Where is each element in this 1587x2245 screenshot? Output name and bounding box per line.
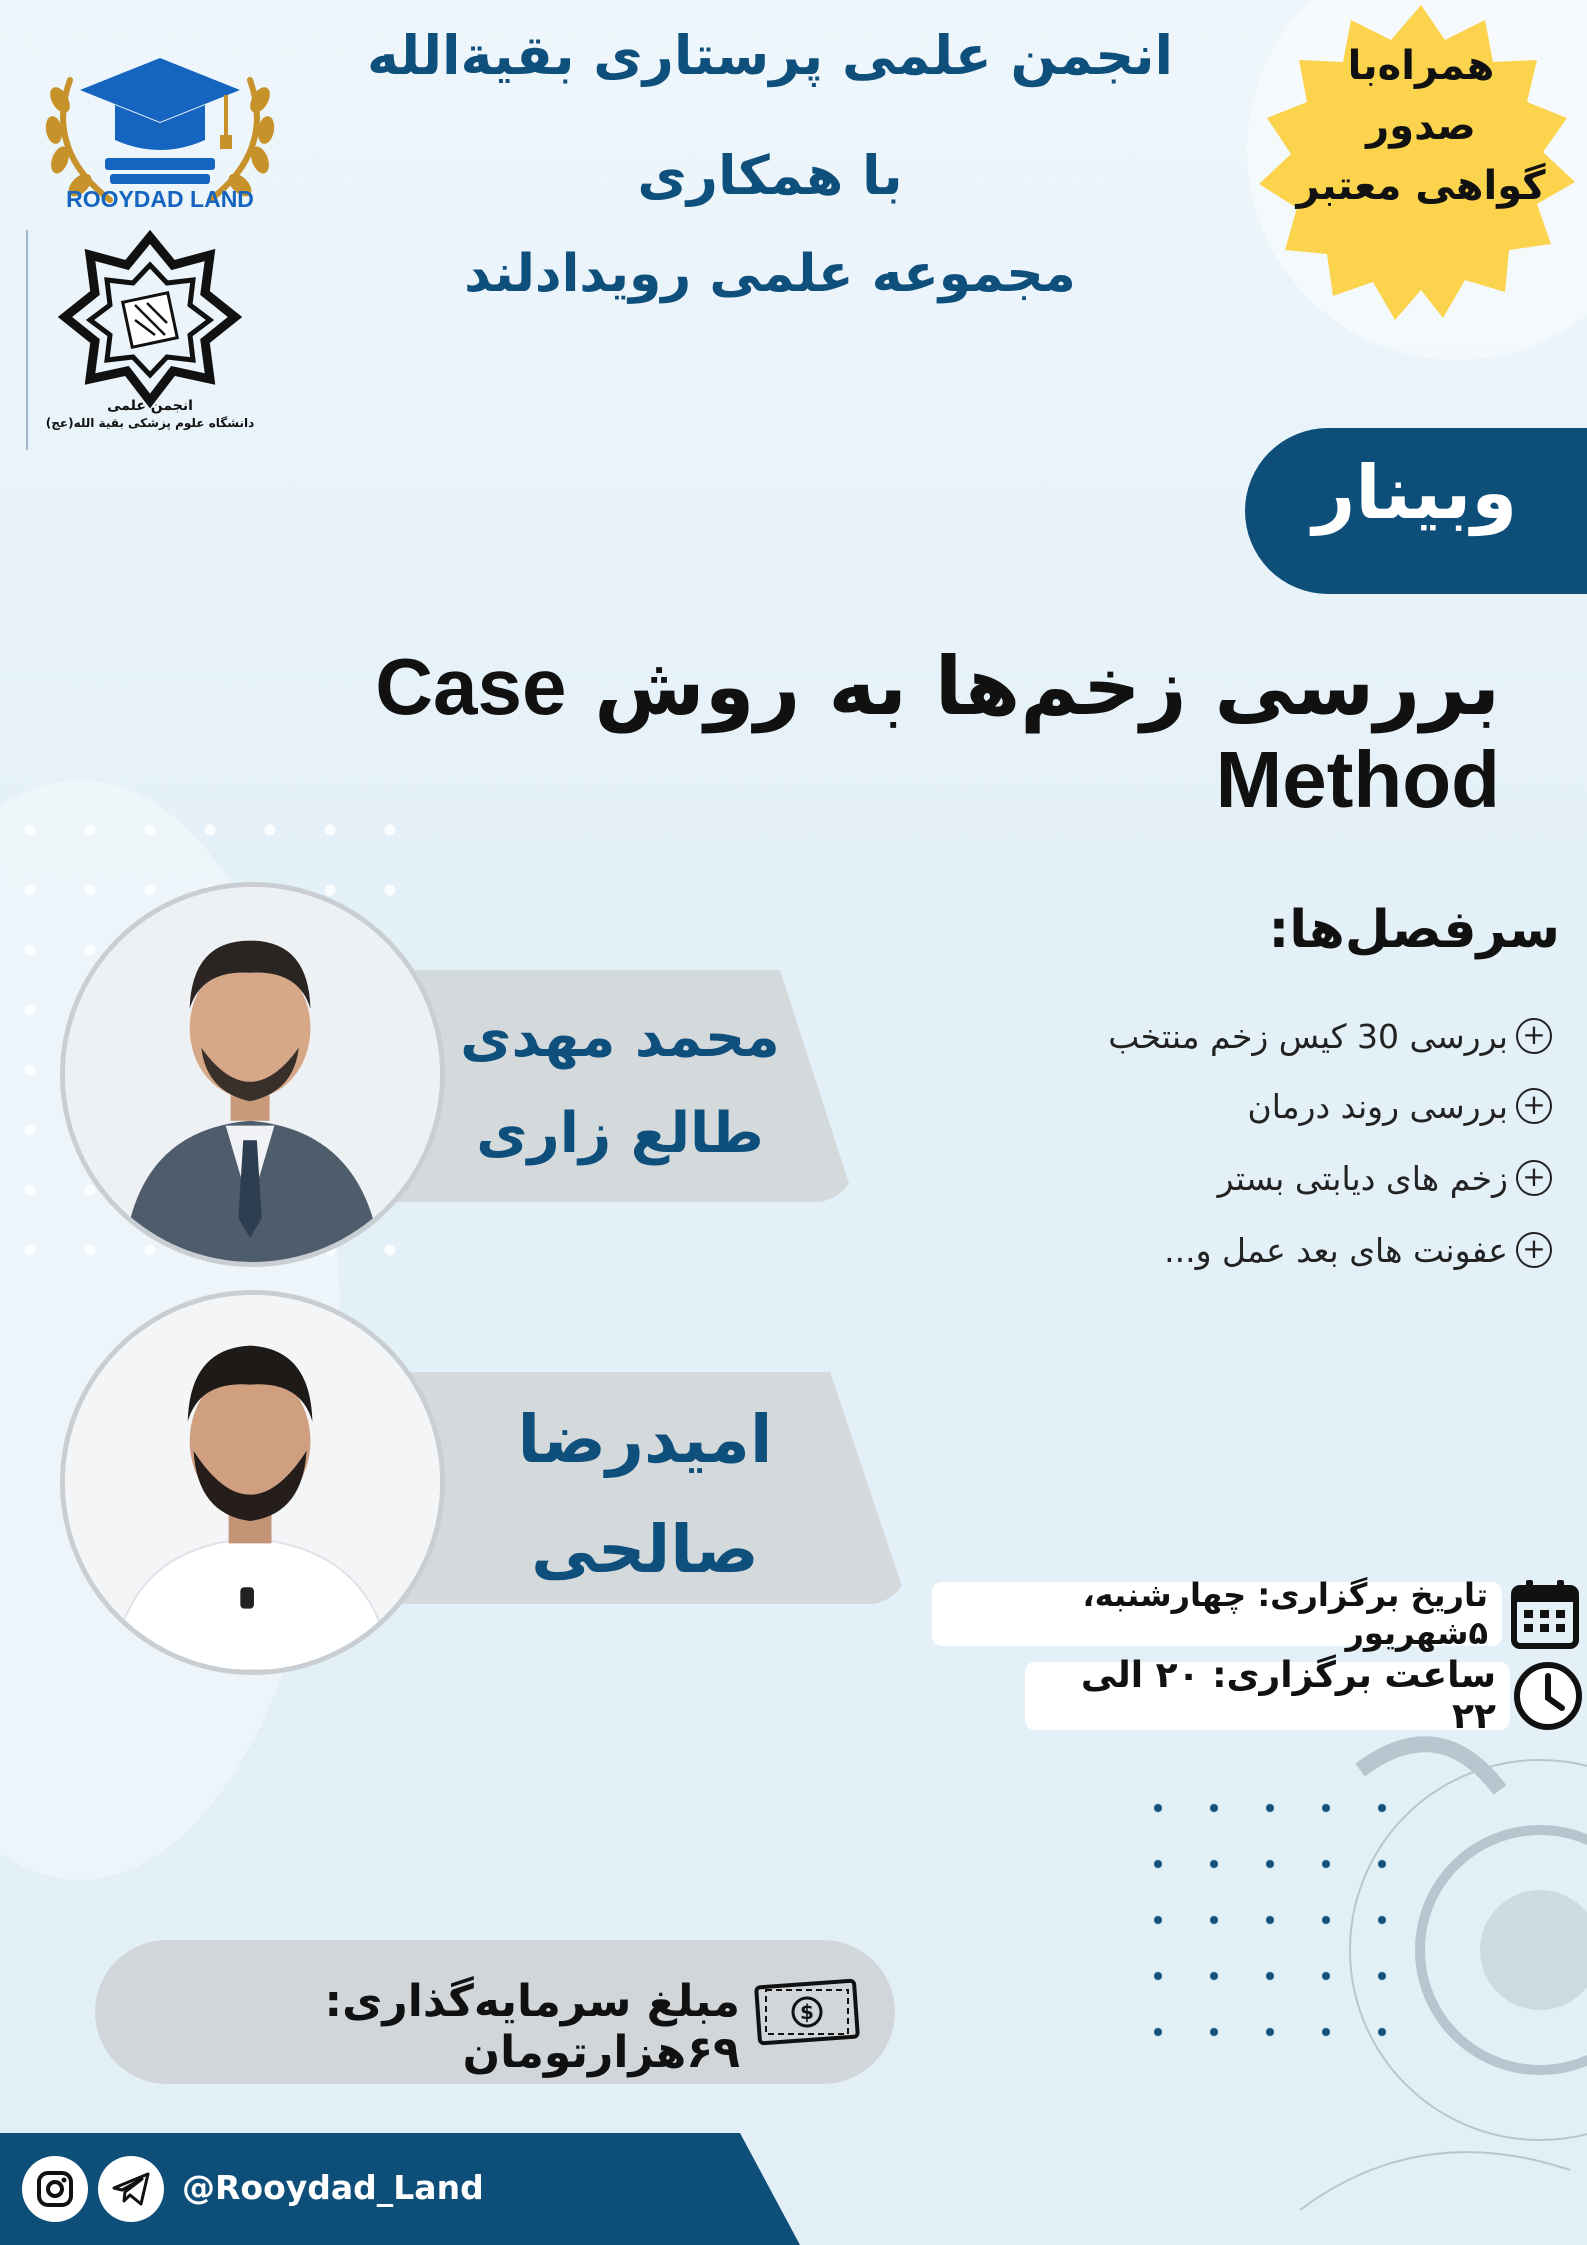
price-text: مبلغ سرمایه‌گذاری: ۶۹هزارتومان xyxy=(324,1976,740,2078)
topic-text: بررسی روند درمان xyxy=(1247,1086,1508,1126)
speaker-2-last-name: صالحی xyxy=(531,1511,759,1588)
rooydad-land-logo-text: ROOYDAD LAND xyxy=(66,186,254,212)
topic-text: بررسی 30 کیس زخم منتخب xyxy=(1108,1016,1508,1056)
certificate-badge-text xyxy=(1285,36,1557,216)
topic-text: زخم های دیابتی بستر xyxy=(1217,1158,1508,1198)
speaker-1-last-name: طالع زاری xyxy=(476,1101,764,1166)
badge-line-3: گواهی معتبر xyxy=(1296,163,1546,209)
topic-text: عفونت های بعد عمل و... xyxy=(1164,1230,1508,1270)
person-silhouette-icon xyxy=(65,1295,440,1670)
event-date: تاریخ برگزاری: چهارشنبه، ۵شهریور xyxy=(1082,1576,1488,1652)
plus-circle-icon: + xyxy=(1516,1160,1552,1196)
speaker-name-2 xyxy=(450,1385,840,1605)
time-box xyxy=(1025,1655,1510,1737)
svg-text:$: $ xyxy=(800,2000,814,2024)
topic-item xyxy=(852,1078,1552,1134)
speaker-name-1 xyxy=(440,990,800,1182)
university-logo-title: انجمن علمی xyxy=(107,398,193,414)
event-type-label: وبینار xyxy=(1312,450,1518,536)
plus-circle-icon: + xyxy=(1516,1018,1552,1054)
badge-line-2: صدور xyxy=(1366,103,1476,149)
university-emblem-icon xyxy=(55,225,245,415)
calendar-icon xyxy=(1510,1578,1580,1650)
title-english: Case Method xyxy=(375,642,1500,824)
telegram-icon[interactable] xyxy=(98,2156,164,2222)
stethoscope-decoration xyxy=(1240,1650,1587,2245)
date-box xyxy=(932,1576,1502,1652)
plus-circle-icon: + xyxy=(1516,1088,1552,1124)
speaker-photo-1 xyxy=(60,882,445,1267)
logo-divider xyxy=(26,230,28,450)
person-silhouette-icon xyxy=(65,887,440,1262)
money-bill-icon xyxy=(752,1976,862,2046)
speaker-1-first-name: محمد مهدی xyxy=(460,1005,780,1070)
topics-heading: سرفصل‌ها: xyxy=(1268,900,1560,960)
university-logo-subtitle: دانشگاه علوم پزشکی بقیة الله(عج) xyxy=(45,416,255,430)
event-time: ساعت برگزاری: ۲۰ الی ۲۲ xyxy=(1080,1655,1496,1737)
instagram-icon[interactable] xyxy=(22,2156,88,2222)
badge-line-1: همراه‌با xyxy=(1347,43,1495,89)
title-persian: بررسی زخم‌ها به روش xyxy=(594,640,1500,733)
header-title: انجمن علمی پرستاری بقیةالله xyxy=(366,24,1174,87)
clock-icon xyxy=(1512,1660,1584,1732)
header-collab: با همکاری xyxy=(637,144,903,207)
topic-item xyxy=(852,1222,1552,1278)
speaker-2-first-name: امیدرضا xyxy=(517,1401,773,1478)
header-partner: مجموعه علمی رویدادلند xyxy=(464,244,1076,304)
topic-item xyxy=(852,1008,1552,1064)
speaker-photo-2 xyxy=(60,1290,445,1675)
social-handle[interactable]: @Rooydad_Land xyxy=(182,2168,484,2207)
plus-circle-icon: + xyxy=(1516,1232,1552,1268)
webinar-title xyxy=(200,640,1500,826)
topic-item xyxy=(852,1150,1552,1206)
